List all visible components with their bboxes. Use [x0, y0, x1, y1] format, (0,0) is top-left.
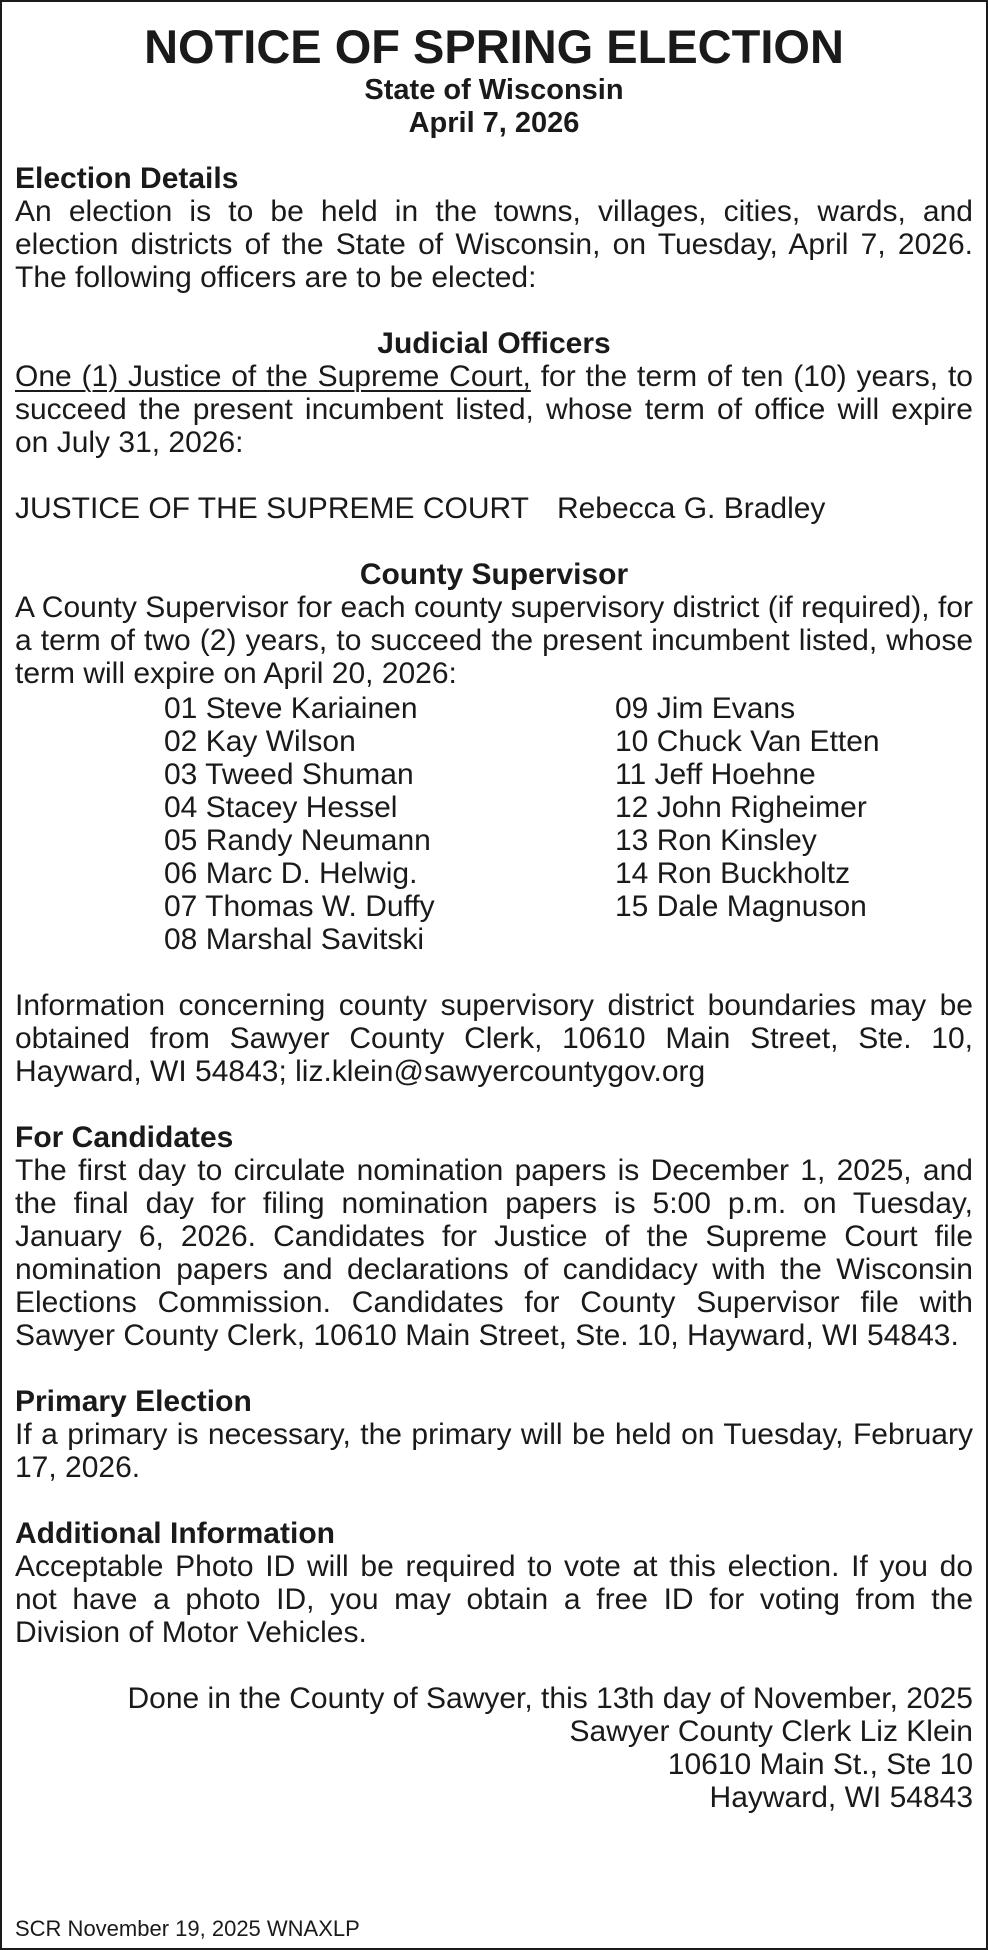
notice-date: April 7, 2026: [408, 107, 580, 139]
list-item: 06 Marc D. Helwig.: [164, 857, 418, 890]
list-item: 11 Jeff Hoehne: [615, 758, 816, 791]
primary-election-heading: Primary Election: [15, 1385, 252, 1418]
list-item: 02 Kay Wilson: [164, 725, 356, 758]
list-item: 07 Thomas W. Duffy: [164, 890, 435, 923]
clerk-address-street: 10610 Main St., Ste 10: [667, 1748, 973, 1781]
list-item: 13 Ron Kinsley: [615, 824, 817, 857]
district-column-left: [164, 692, 435, 956]
additional-information-heading: Additional Information: [15, 1517, 335, 1550]
done-line: Done in the County of Sawyer, this 13th day of November, 2025: [127, 1682, 973, 1715]
clerk-name: Sawyer County Clerk Liz Klein: [569, 1715, 973, 1748]
notice-state: State of Wisconsin: [364, 74, 624, 106]
judicial-officers-text: [15, 360, 973, 459]
list-item: 10 Chuck Van Etten: [615, 725, 880, 758]
list-item: 05 Randy Neumann: [164, 824, 431, 857]
list-item: 08 Marshal Savitski: [164, 923, 425, 956]
election-details-heading: Election Details: [15, 162, 239, 195]
notice-title: NOTICE OF SPRING ELECTION: [144, 20, 844, 73]
list-item: 12 John Righeimer: [615, 791, 867, 824]
county-supervisor-text: A County Supervisor for each county supervisory district (if required), for a term of two (2) years, to succeed the present incumbent listed, whose term will expire on April 20, 2026:: [15, 591, 973, 690]
supervisor-district-list: [15, 692, 973, 956]
list-item: 01 Steve Kariainen: [164, 692, 418, 725]
list-item: 15 Dale Magnuson: [615, 890, 867, 923]
justice-incumbent-name: Rebecca G. Bradley: [556, 492, 826, 525]
district-column-right: [615, 692, 880, 923]
additional-information-text: Acceptable Photo ID will be required to vote at this election. If you do not have a photo ID, you may obtain a free ID for voting from the Division of Motor Vehicles.: [15, 1550, 973, 1649]
justice-office-label: JUSTICE OF THE SUPREME COURT: [15, 492, 529, 525]
justice-term-text: for the term of ten (10) years, to succeed the present incumbent listed, whose term of office will expire on July 31, 2026:: [15, 360, 973, 459]
primary-election-text: If a primary is necessary, the primary will be held on Tuesday, February 17, 2026.: [15, 1418, 973, 1484]
for-candidates-heading: For Candidates: [15, 1121, 234, 1154]
justice-incumbent-row: [15, 492, 973, 525]
county-supervisor-heading: County Supervisor: [359, 558, 629, 591]
clerk-address-city: Hayward, WI 54843: [709, 1781, 973, 1814]
judicial-officers-heading: Judicial Officers: [377, 327, 611, 360]
district-boundaries-info: Information concerning county supervisory district boundaries may be obtained from Sawyer County Clerk, 10610 Main Street, Ste. 10, Hayward, WI 54843; liz.klein@sawyercountygov.org: [15, 989, 973, 1088]
election-details-text: An election is to be held in the towns, villages, cities, wards, and election districts of the State of Wisconsin, on Tuesday, April 7, 2026. The following officers are to be elected:: [15, 195, 973, 294]
list-item: 09 Jim Evans: [615, 692, 796, 725]
signature-block: [15, 1682, 973, 1814]
list-item: 04 Stacey Hessel: [164, 791, 398, 824]
publication-footer: SCR November 19, 2025 WNAXLP: [15, 1916, 360, 1941]
list-item: 03 Tweed Shuman: [164, 758, 414, 791]
justice-office-underlined: One (1) Justice of the Supreme Court,: [15, 360, 531, 393]
for-candidates-text: The first day to circulate nomination papers is December 1, 2025, and the final day for filing nomination papers is 5:00 p.m. on Tuesday, January 6, 2026. Candidates for Justice of the Supreme Court file nomination papers and declarations of candidacy with the Wisconsin Elections Commission. Candidates for County Supervisor file with Sawyer County Clerk, 10610 Main Street, Ste. 10, Hayward, WI 54843.: [15, 1154, 973, 1352]
list-item: 14 Ron Buckholtz: [615, 857, 851, 890]
